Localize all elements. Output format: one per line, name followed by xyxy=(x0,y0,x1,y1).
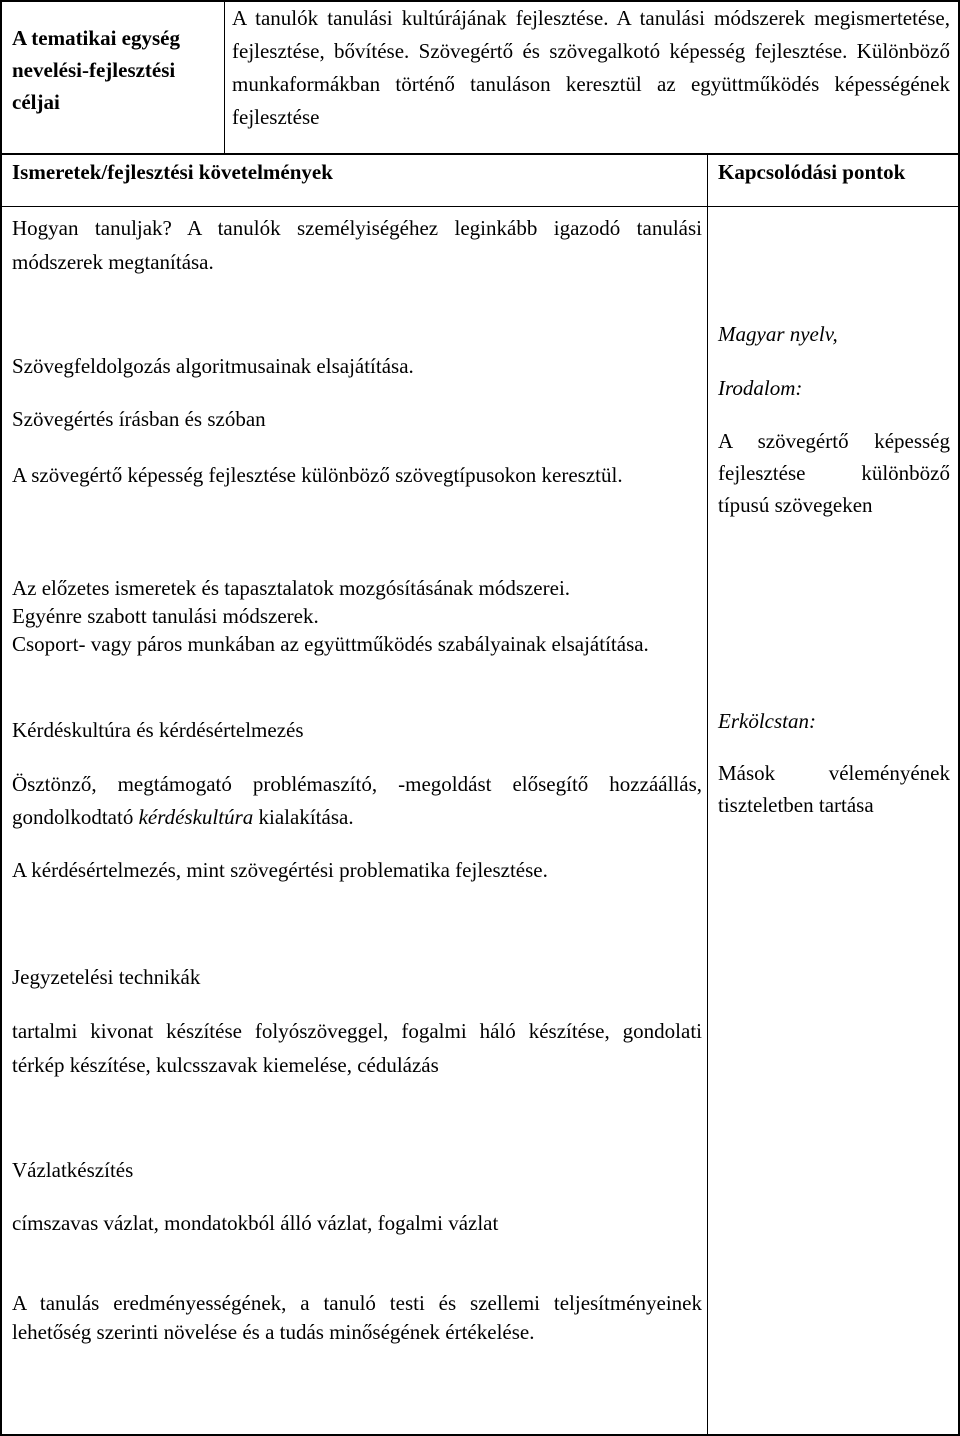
questioning-title: Kérdéskultúra és kérdésértelmezés xyxy=(12,718,304,742)
outline-text: címszavas vázlat, mondatokból álló vázlat, fogalmi vázlat xyxy=(12,1211,499,1235)
questioning-text-main: Ösztönző, megtámogató problémaszító, -megoldást elősegítő hozzáállás, gondolkodtató xyxy=(12,772,702,829)
questioning-text-end: kialakítása. xyxy=(253,805,354,829)
divider-content-vertical xyxy=(707,153,708,1436)
comprehension-title: Szövegértés írásban és szóban xyxy=(12,407,266,431)
connection-subject-literature: Irodalom: xyxy=(718,376,803,400)
unit-goals-text: A tanulók tanulási kultúrájának fejlesztése. A tanulási módszerek megismertetése, fejlesztése, bővítése. Szövegértő és szövegalkotó képesség fejlesztése. Különböző munkaformákban történő tanuláson keresztül az együttműködés képességének fejlesztése xyxy=(232,6,950,129)
efficiency-text: A tanulás eredményességének, a tanuló testi és szellemi teljesítményeinek lehetőség szerinti növelése és a tudás minőségének értékelése. xyxy=(12,1291,702,1344)
questioning-text xyxy=(12,768,702,834)
how-to-learn-text: Hogyan tanuljak? A tanulók személyiségéhez leginkább igazodó tanulási módszerek megtanítása. xyxy=(12,216,702,274)
connection-subject-hungarian: Magyar nyelv, xyxy=(718,322,838,346)
connection-ethics-text: Mások véleményének tiszteletben tartása xyxy=(718,761,950,817)
divider-columns-row xyxy=(0,206,960,207)
divider-header-vertical xyxy=(224,0,225,154)
question-interpretation-text: A kérdésértelmezés, mint szövegértési problematika fejlesztése. xyxy=(12,858,548,882)
connection-literature-text: A szövegértő képesség fejlesztése különböző típusú szövegeken xyxy=(718,429,950,517)
text-algorithms-text: Szövegfeldolgozás algoritmusainak elsajátítása. xyxy=(12,354,414,378)
notetaking-text: tartalmi kivonat készítése folyószöveggel, fogalmi háló készítése, gondolati térkép készítése, kulcsszavak kiemelése, cédulázás xyxy=(12,1019,702,1077)
connection-subject-ethics: Erkölcstan: xyxy=(718,709,816,733)
individual-methods-text: Egyénre szabott tanulási módszerek. xyxy=(12,604,319,628)
group-work-text: Csoport- vagy páros munkában az együttműködés szabályainak elsajátítása. xyxy=(12,632,649,656)
connections-column-header: Kapcsolódási pontok xyxy=(718,160,906,184)
outline-title: Vázlatkészítés xyxy=(12,1158,134,1182)
comprehension-text: A szövegértő képesség fejlesztése különböző szövegtípusokon keresztül. xyxy=(12,463,623,487)
notetaking-title: Jegyzetelési technikák xyxy=(12,965,201,989)
divider-header-row xyxy=(0,153,960,155)
questioning-text-emphasis: kérdéskultúra xyxy=(138,805,254,829)
border-left xyxy=(0,0,2,1436)
requirements-column-header: Ismeretek/fejlesztési követelmények xyxy=(12,160,333,184)
prior-knowledge-text: Az előzetes ismeretek és tapasztalatok mozgósításának módszerei. xyxy=(12,576,571,600)
unit-goals-label: A tematikai egység nevelési-fejlesztési céljai xyxy=(12,26,180,114)
